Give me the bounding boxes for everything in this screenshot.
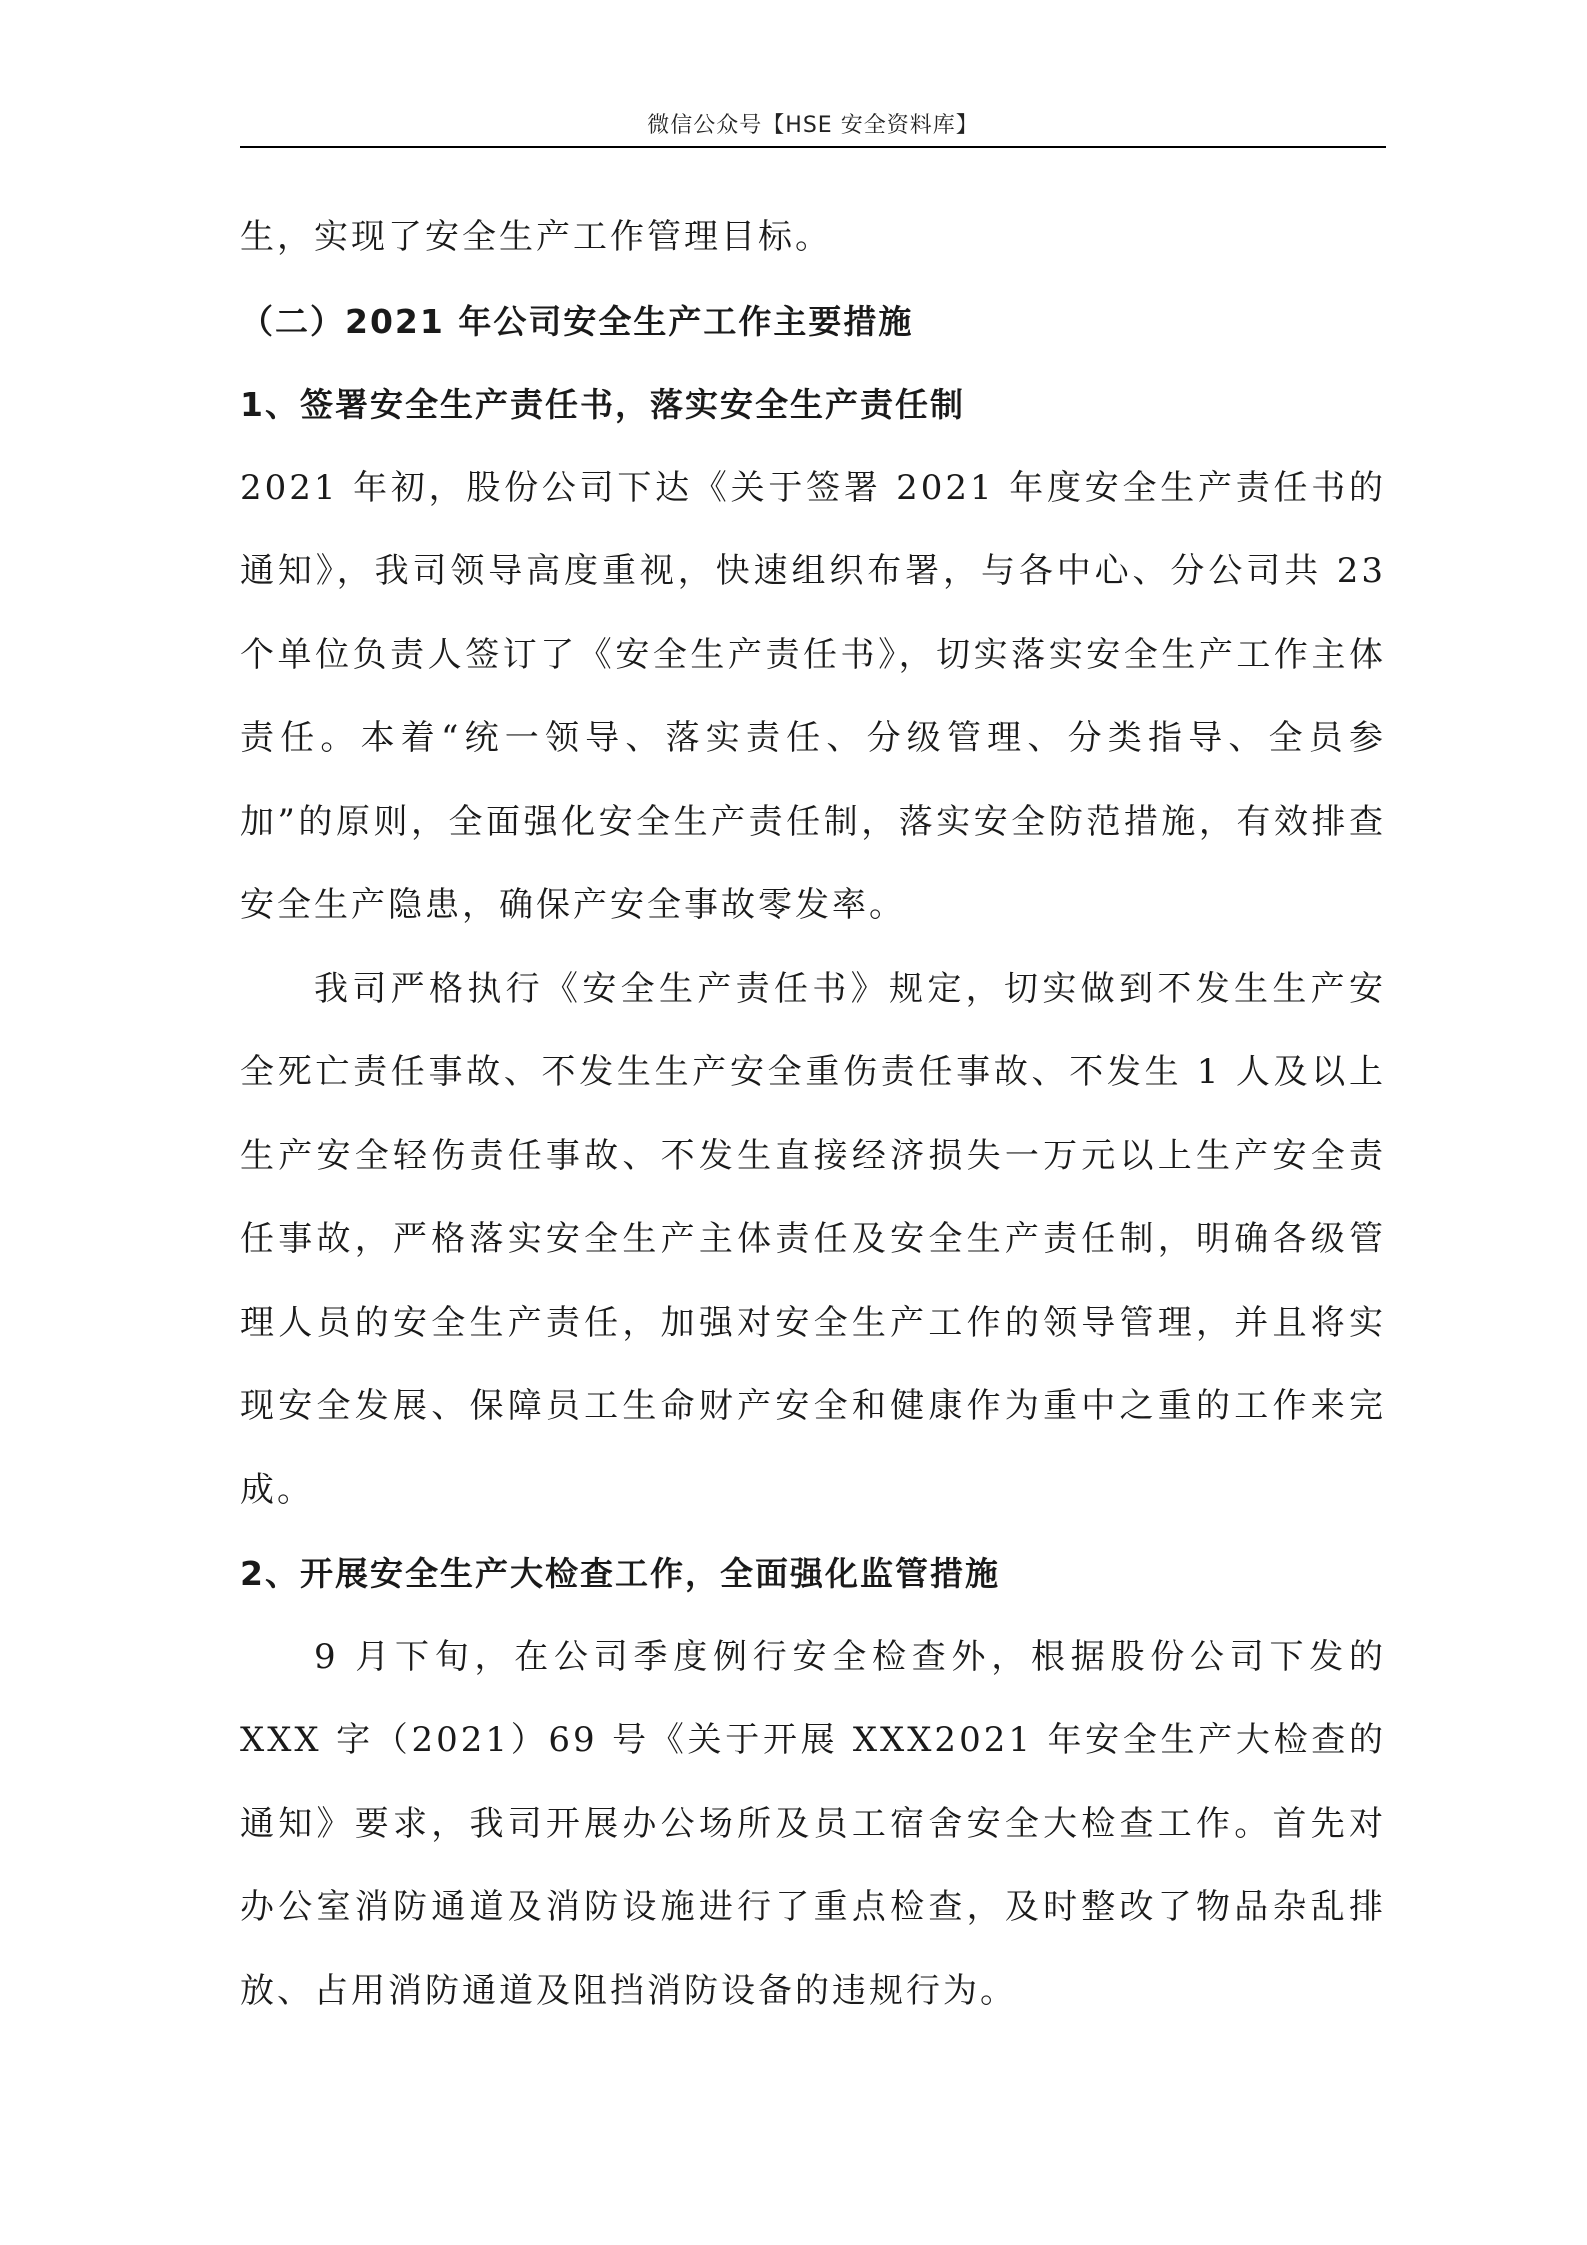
document-body — [240, 196, 1386, 2033]
item-heading-2: 2、开展安全生产大检查工作，全面强化监管措施 — [240, 1554, 1000, 1593]
paragraph-inspection: 9 月下旬，在公司季度例行安全检查外，根据股份公司下发的 XXX 字（2021）69 号《关于开展 XXX2021 年安全生产大检查的通知》要求，我司开展办公场所及员工宿舍安全大检查工作。首先对办公室消防通道及消防设施进行了重点检查，及时整改了物品杂乱排放、占用消防通道及阻挡消防设备的违规行为。 — [240, 1636, 1386, 2011]
page-header: 微信公众号【HSE 安全资料库】 — [647, 113, 979, 138]
header-divider — [240, 146, 1386, 148]
paragraph-responsibility-letter: 2021 年初，股份公司下达《关于签署 2021 年度安全生产责任书的通知》，我司领导高度重视，快速组织布署，与各中心、分公司共 23 个单位负责人签订了《安全生产责任书》，切实落实安全生产工作主体责任。本着“统一领导、落实责任、分级管理、分类指导、全员参加”的原则，全面强化安全生产责任制，落实安全防范措施，有效排查安全生产隐患，确保产安全事故零发率。 — [240, 467, 1386, 925]
section-heading-2: （二）2021 年公司安全生产工作主要措施 — [240, 301, 914, 341]
paragraph-implementation: 我司严格执行《安全生产责任书》规定，切实做到不发生生产安全死亡责任事故、不发生生产安全重伤责任事故、不发生 1 人及以上生产安全轻伤责任事故、不发生直接经济损失一万元以上生产安全责任事故，严格落实安全生产主体责任及安全生产责任制，明确各级管理人员的安全生产责任，加强对安全生产工作的领导管理，并且将实现安全发展、保障员工生命财产安全和健康作为重中之重的工作来完成。 — [240, 968, 1386, 1510]
item-heading-1: 1、签署安全生产责任书，落实安全生产责任制 — [240, 385, 965, 424]
paragraph-continuation: 生，实现了安全生产工作管理目标。 — [240, 217, 832, 257]
